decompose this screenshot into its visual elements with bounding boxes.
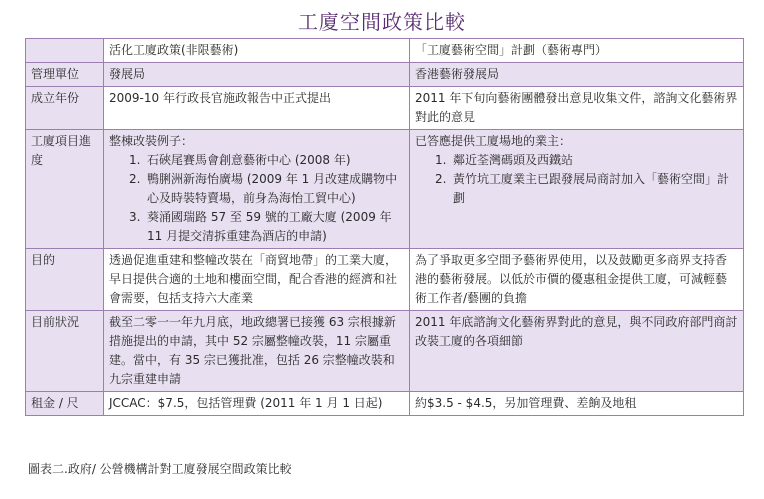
cell-a: 透過促進重建和整幢改裝在「商貿地帶」的工業大廈，早日提供合適的土地和樓面空間，配合香港的經濟和社會需要，包括支持六大產業 (104, 249, 410, 311)
list-number: 1. (435, 153, 447, 167)
list-item (109, 170, 404, 208)
row-label: 管理單位 (26, 63, 104, 87)
cell-b (410, 130, 744, 249)
table-header-row (26, 39, 744, 63)
cell-a: 2009-10 年行政長官施政報告中正式提出 (104, 87, 410, 130)
cell-a (104, 130, 410, 249)
table-row-year (26, 87, 744, 130)
list-text: 黃竹坑工廈業主已跟發展局商討加入「藝術空間」計劃 (453, 172, 730, 205)
table-row-projects (26, 130, 744, 249)
header-empty-cell (26, 39, 104, 63)
row-label: 租金 / 尺 (26, 392, 104, 416)
list-text: 鄰近荃灣碼頭及西鐵站 (453, 153, 574, 167)
list-item (109, 151, 404, 170)
list-number: 2. (435, 172, 447, 186)
table-caption: 圖表二.政府/ 公營機構計對工廈發展空間政策比較 (28, 462, 292, 476)
list-text: 石硤尾賽馬會創意藝術中心 (2008 年) (147, 153, 351, 167)
policy-comparison-table (25, 38, 744, 416)
table-row-dept (26, 63, 744, 87)
cell-b: 香港藝術發展局 (410, 63, 744, 87)
cell-a: 發展局 (104, 63, 410, 87)
list-item (415, 151, 738, 170)
cell-a: 截至二零一一年九月底，地政總署已接獲 63 宗根據新措施提出的申請，其中 52 宗屬整幢改裝，11 宗屬重建。當中，有 35 宗已獲批准，包括 26 宗整幢改裝和九宗重建申請 (104, 311, 410, 392)
cell-b: 2011 年下旬向藝術團體發出意見收集文件，諮詢文化藝術界對此的意見 (410, 87, 744, 130)
row-label: 目的 (26, 249, 104, 311)
header-col-b: 「工廈藝術空間」計劃（藝術專門） (410, 39, 744, 63)
list-item (109, 208, 404, 246)
row-label: 目前狀況 (26, 311, 104, 392)
table-row-rent (26, 392, 744, 416)
page-title: 工廈空間政策比較 (298, 10, 466, 34)
list-text: 葵涌國瑞路 57 至 59 號的工廠大廈 (2009 年 11 月提交清拆重建為酒店的申請) (147, 210, 392, 243)
list-intro: 已答應提供工廈場地的業主： (415, 134, 572, 148)
header-col-a: 活化工廈政策(非限藝術) (104, 39, 410, 63)
table-row-status (26, 311, 744, 392)
row-label: 工廈項目進度 (26, 130, 104, 249)
list-number: 1. (129, 153, 141, 167)
cell-b: 為了爭取更多空間予藝術界使用，以及鼓勵更多商界支持香港的藝術發展。以低於市價的優惠租金提供工廈，可減輕藝術工作者/藝團的負擔 (410, 249, 744, 311)
cell-b: 約$3.5 - $4.5，另加管理費、差餉及地租 (410, 392, 744, 416)
list-intro: 整棟改裝例子： (109, 134, 194, 148)
table-row-purpose (26, 249, 744, 311)
cell-b: 2011 年底諮詢文化藝術界對此的意見，與不同政府部門商討改裝工廈的各項細節 (410, 311, 744, 392)
list-item (415, 170, 738, 208)
list-number: 2. (129, 172, 141, 186)
cell-a: JCCAC：$7.5，包括管理費 (2011 年 1 月 1 日起) (104, 392, 410, 416)
list-text: 鴨脷洲新海怡廣場 (2009 年 1 月改建成購物中心及時裝特賣場，前身為海怡工貿中心) (147, 172, 398, 205)
list-number: 3. (129, 210, 141, 224)
row-label: 成立年份 (26, 87, 104, 130)
